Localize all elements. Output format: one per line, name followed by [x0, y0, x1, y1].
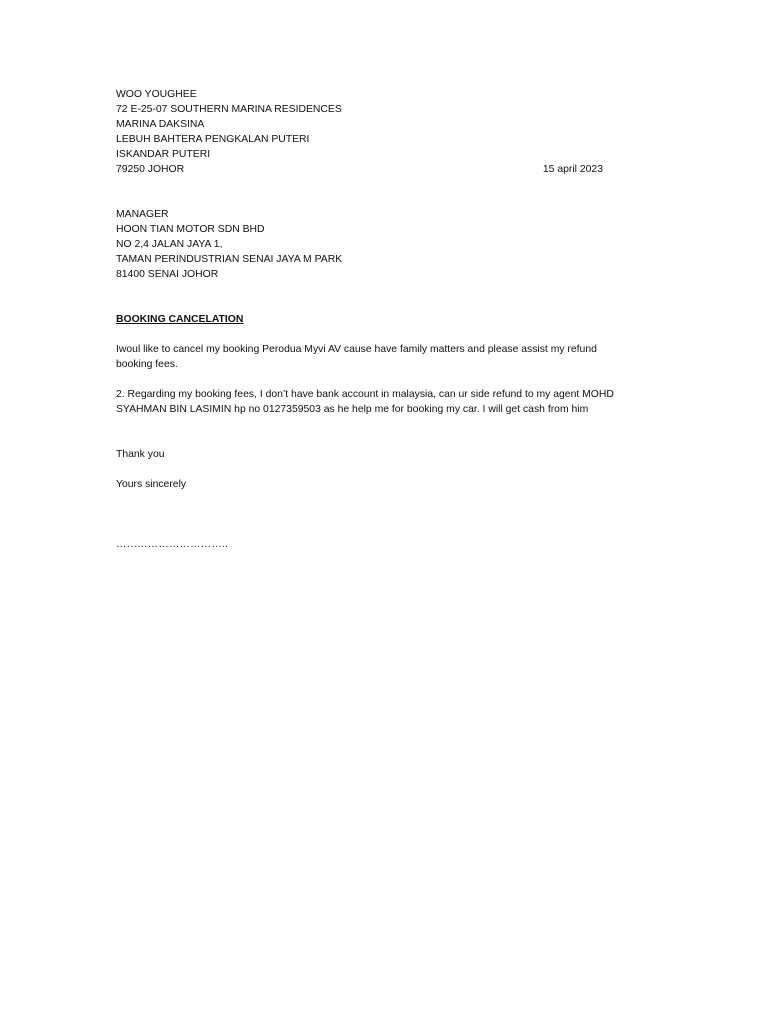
- body-paragraph-2: 2. Regarding my booking fees, I don’t have bank account in malaysia, can ur side refund to my agent MOHD SYAHMAN BIN LASIMIN hp no 0127359503 as he help me for booking my car. I will get cash from him: [116, 389, 614, 415]
- recipient-address-block: [116, 207, 656, 282]
- sender-address-line-1: 72 E-25-07 SOUTHERN MARINA RESIDENCES: [116, 104, 342, 115]
- sender-address-block: [116, 87, 656, 177]
- recipient-address-line-2: TAMAN PERINDUSTRIAN SENAI JAYA M PARK: [116, 254, 343, 265]
- recipient-address-line-3: 81400 SENAI JOHOR: [116, 269, 219, 280]
- recipient-address-line-1: NO 2,4 JALAN JAYA 1,: [116, 239, 223, 250]
- sender-address-line-3: LEBUH BAHTERA PENGKALAN PUTERI: [116, 134, 310, 145]
- recipient-title: MANAGER: [116, 209, 169, 220]
- recipient-company: HOON TIAN MOTOR SDN BHD: [116, 224, 265, 235]
- sender-postcode-date-row: [116, 162, 603, 177]
- spacer: [116, 492, 656, 537]
- letter-date: 15 april 2023: [542, 164, 603, 175]
- sender-address-line-4: ISKANDAR PUTERI: [116, 149, 211, 160]
- spacer: [116, 417, 656, 447]
- spacer: [116, 372, 656, 387]
- spacer: [116, 282, 656, 312]
- signature-line: …………………………..: [116, 539, 229, 550]
- sender-address-line-5: 79250 JOHOR: [116, 164, 185, 175]
- spacer: [116, 327, 656, 342]
- letter-body: [116, 87, 656, 552]
- closing-thanks: Thank you: [116, 449, 165, 460]
- closing-signoff: Yours sincerely: [116, 479, 187, 490]
- spacer: [116, 462, 656, 477]
- body-paragraph-1: Iwoul like to cancel my booking Perodua Myvi AV cause have family matters and please assist my refund booking fees.: [116, 344, 597, 370]
- sender-address-line-2: MARINA DAKSINA: [116, 119, 205, 130]
- letter-subject: BOOKING CANCELATION: [116, 314, 244, 325]
- spacer: [116, 177, 656, 207]
- sender-name: WOO YOUGHEE: [116, 89, 197, 100]
